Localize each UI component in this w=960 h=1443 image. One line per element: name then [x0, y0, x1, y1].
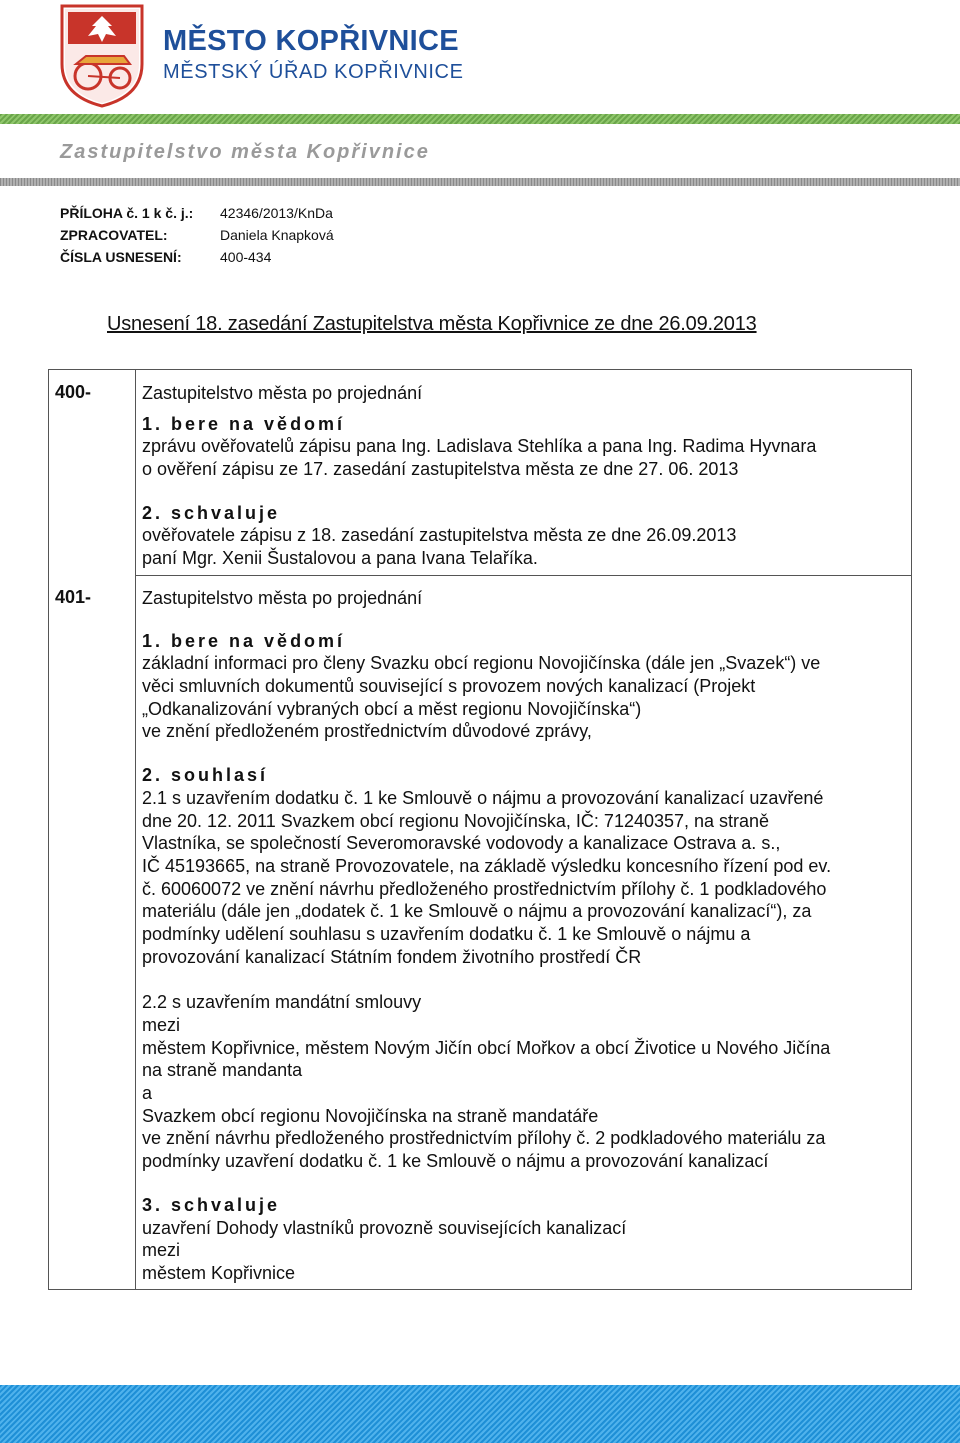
text-line: uzavření Dohody vlastníků provozně souvisejících kanalizací [142, 1217, 627, 1238]
council-title: Zastupitelstvo města Kopřivnice [60, 141, 430, 163]
text-line: podmínky uzavření dodatku č. 1 ke Smlouvě o nájmu a provozování kanalizací [142, 1151, 769, 1172]
meta-row [60, 249, 334, 271]
text-line: mezi [142, 1240, 181, 1261]
meta-value: 42346/2013/KnDa [220, 205, 333, 221]
text-line: dne 20. 12. 2011 Svazkem obcí regionu Novojičínska, IČ: 71240357, na straně [142, 810, 770, 831]
meta-label: PŘÍLOHA č. 1 k č. j.: [60, 205, 194, 221]
meta-value: Daniela Knapková [220, 227, 334, 243]
resolution-title: Usnesení 18. zasedání Zastupitelstva města Kopřivnice ze dne 26.09.2013 [107, 313, 757, 335]
meta-label: ČÍSLA USNESENÍ: [60, 249, 182, 265]
brand-title: MĚSTO KOPŘIVNICE [163, 25, 459, 57]
text-line: podmínky udělení souhlasu s uzavřením dodatku č. 1 ke Smlouvě o nájmu a [142, 923, 751, 944]
text-line: o ověření zápisu ze 17. zasedání zastupitelstva města ze dne 27. 06. 2013 [142, 459, 739, 480]
section-heading: 2. schvaluje [142, 502, 281, 523]
text-line: mezi [142, 1015, 181, 1035]
footer-bar [0, 1385, 960, 1443]
text-line: provozování kanalizací Státním fondem životního prostředí ČR [142, 946, 642, 967]
meta-value: 400-434 [220, 249, 272, 265]
resolution-401-text [142, 587, 831, 1285]
text-line: městem Kopřivnice, městem Novým Jičín obcí Mořkov a obcí Životice u Nového Jičína [142, 1037, 831, 1058]
text-line: materiálu (dále jen „dodatek č. 1 ke Smlouvě o nájmu a provozování kanalizací“), za [142, 901, 812, 922]
section-heading: 1. bere na vědomí [142, 413, 346, 434]
resolution-400-text [142, 382, 816, 570]
meta-row [60, 205, 334, 227]
text-line: na straně mandanta [142, 1060, 303, 1081]
meta-row [60, 227, 334, 249]
text-line: paní Mgr. Xenii Šustalovou a pana Ivana Telaříka. [142, 548, 538, 569]
text-line: IČ 45193665, na straně Provozovatele, na základě výsledku koncesního řízení pod ev. [142, 855, 832, 876]
text-line: Svazkem obcí regionu Novojičínska na straně mandatáře [142, 1105, 599, 1126]
section-heading: 2. souhlasí [142, 765, 269, 786]
text-line: „Odkanalizování vybraných obcí a měst regionu Novojičínska“) [142, 698, 642, 719]
document-meta [60, 205, 334, 271]
text-line: věci smluvních dokumentů související s provozem nových kanalizací (Projekt [142, 676, 756, 697]
text-line: Zastupitelstvo města po projednání [142, 588, 423, 608]
text-line: ověřovatele zápisu z 18. zasedání zastupitelstva města ze dne 26.09.2013 [142, 525, 737, 546]
text-line: a [142, 1083, 153, 1104]
text-line: Vlastníka, se společností Severomoravské vodovody a kanalizace Ostrava a. s., [142, 833, 781, 854]
city-coat-of-arms-icon [58, 4, 146, 108]
text-line: ve znění předloženém prostřednictvím důvodové zprávy, [142, 721, 592, 742]
resolution-number: 400- [55, 382, 92, 402]
brand-subtitle: MĚSTSKÝ ÚŘAD KOPŘIVNICE [163, 61, 464, 83]
text-line: č. 60060072 ve znění návrhu předloženého prostřednictvím přílohy č. 1 podkladového [142, 878, 827, 899]
text-line: ve znění návrhu předloženého prostřednictvím přílohy č. 2 podkladového materiálu za [142, 1128, 826, 1149]
resolution-number: 401- [55, 587, 92, 607]
text-line: základní informaci pro členy Svazku obcí regionu Novojičínska (dále jen „Svazek“) ve [142, 653, 821, 674]
section-heading: 1. bere na vědomí [142, 630, 346, 651]
table-row-divider [135, 575, 912, 576]
text-line: 2.2 s uzavřením mandátní smlouvy [142, 992, 422, 1013]
header [0, 0, 960, 115]
section-heading: 3. schvaluje [142, 1194, 281, 1215]
table-column-divider [135, 369, 136, 1290]
text-line: zprávu ověřovatelů zápisu pana Ing. Ladislava Stehlíka a pana Ing. Radima Hyvnara [142, 436, 817, 457]
meta-label: ZPRACOVATEL: [60, 227, 168, 243]
green-divider [0, 114, 960, 124]
text-line: 2.1 s uzavřením dodatku č. 1 ke Smlouvě o nájmu a provozování kanalizací uzavřené [142, 787, 824, 808]
gray-divider [0, 178, 960, 186]
text-line: Zastupitelstvo města po projednání [142, 383, 423, 403]
text-line: městem Kopřivnice [142, 1262, 296, 1283]
